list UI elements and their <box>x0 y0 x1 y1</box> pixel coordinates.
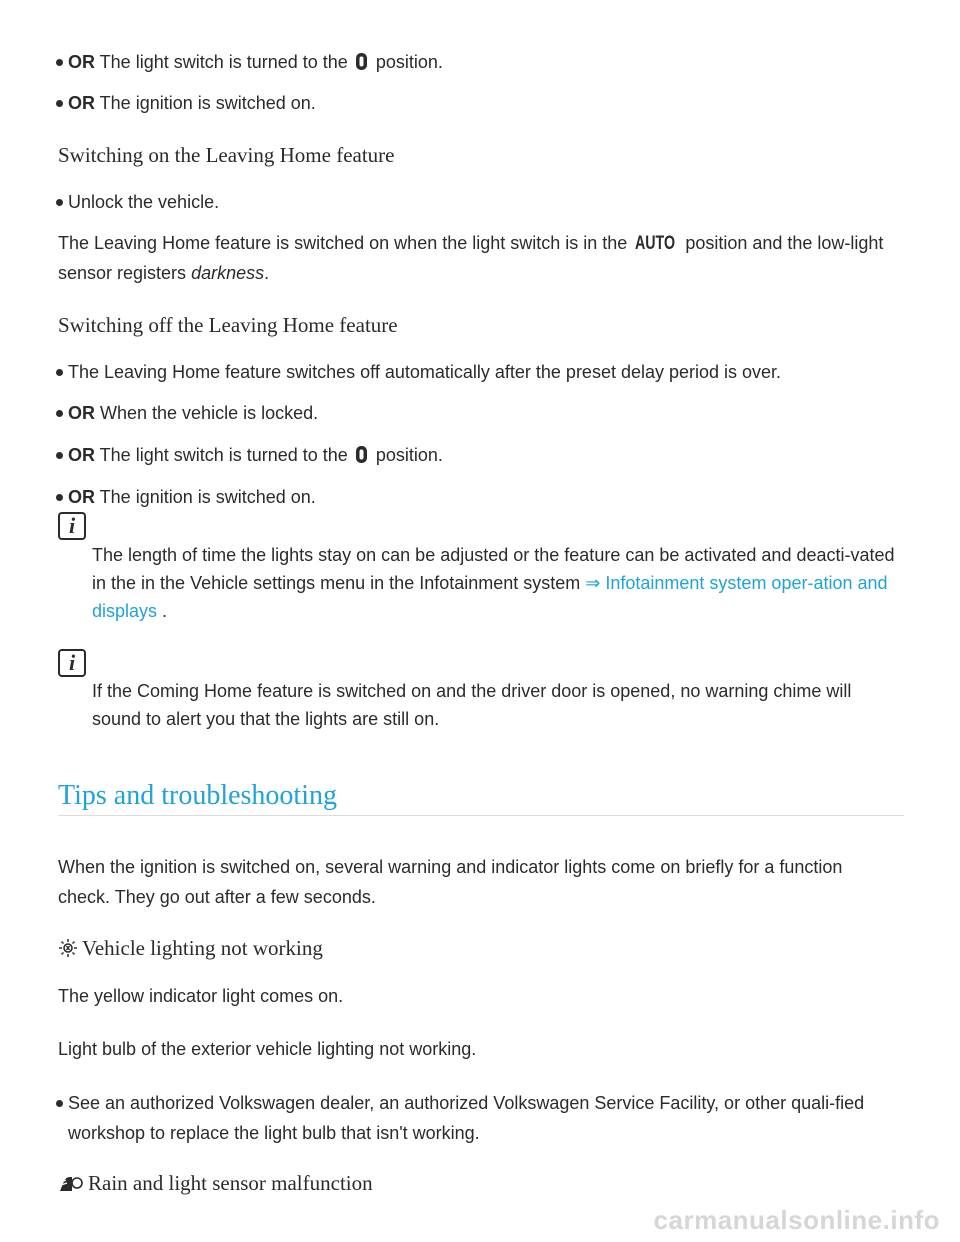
bulb-warning-icon <box>58 938 78 958</box>
list-item: OR The light switch is turned to the position. <box>68 440 898 470</box>
list-item: OR When the vehicle is locked. <box>68 398 898 428</box>
paragraph: Light bulb of the exterior vehicle lighting not working. <box>58 1039 477 1059</box>
svg-text:AUTO: AUTO <box>635 233 676 254</box>
section-heading: Rain and light sensor malfunction <box>58 1171 373 1196</box>
light-switch-0-icon <box>356 53 367 70</box>
watermark: carmanualsonline.info <box>653 1205 940 1235</box>
page-title: Tips and troubleshooting <box>58 780 337 811</box>
list-item: See an authorized Volkswagen dealer, an authorized Volkswagen Service Facility, or other quali-fied workshop to replace the light bulb that isn't working. <box>68 1088 898 1148</box>
section-heading: Switching on the Leaving Home feature <box>58 143 395 167</box>
paragraph: The Leaving Home feature is switched on when the light switch is in the AUTO position and the low-light sensor registers darkness. <box>58 233 884 283</box>
paragraph: When the ignition is switched on, several warning and indicator lights come on briefly for a function check. They go out after a few seconds. <box>58 857 843 907</box>
note-text: If the Coming Home feature is switched on and the driver door is opened, no warning chime will sound to alert you that the lights are still on. <box>92 681 852 729</box>
list-item: OR The ignition is switched on. <box>68 88 898 118</box>
section-heading: Switching off the Leaving Home feature <box>58 313 398 337</box>
list-item: OR The light switch is turned to the position. <box>68 47 898 77</box>
heading-divider <box>58 815 904 816</box>
infotainment-link[interactable]: ⇒ Infotainment system oper-ation and displays <box>92 573 888 621</box>
rain-light-sensor-icon <box>58 1173 84 1193</box>
info-note-icon: i <box>58 512 86 540</box>
light-switch-0-icon <box>356 446 367 463</box>
list-item: The Leaving Home feature switches off automatically after the preset delay period is over. <box>68 357 898 387</box>
auto-icon <box>635 232 675 252</box>
note-text: The length of time the lights stay on can be adjusted or the feature can be activated and deacti-vated in the in the Vehicle settings menu in the Infotainment system ⇒ Infotainment system oper-ation and displays . <box>92 545 895 621</box>
list-item: Unlock the vehicle. <box>68 187 898 217</box>
info-note-icon: i <box>58 649 86 677</box>
paragraph: The yellow indicator light comes on. <box>58 986 344 1006</box>
section-heading: Vehicle lighting not working <box>58 936 323 961</box>
list-item: OR The ignition is switched on. <box>68 482 898 512</box>
